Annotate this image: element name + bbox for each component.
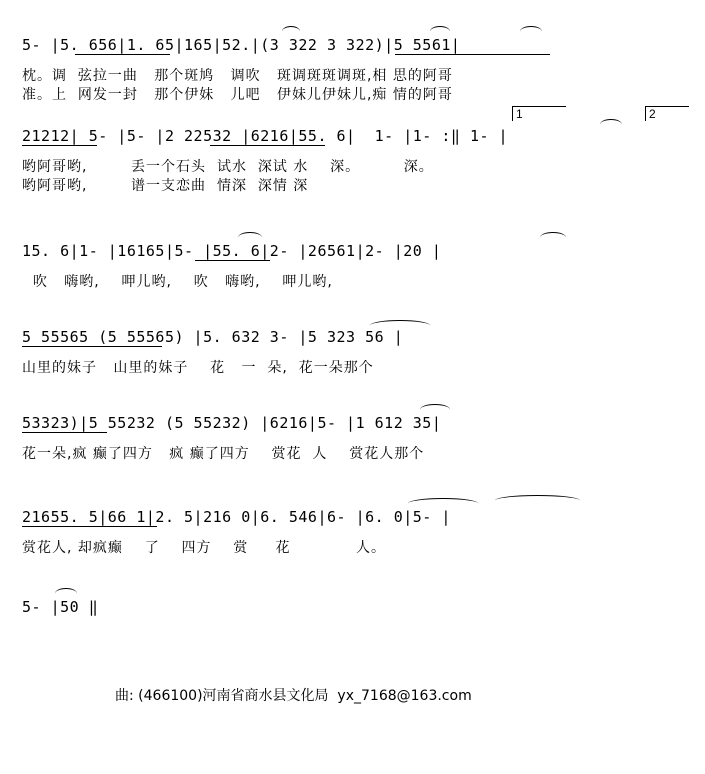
slur-mark [420,404,450,415]
slur-mark [495,495,580,506]
lyric-row-5: 花一朵,疯 癫了四方 疯 癫了四方 赏花 人 赏花人那个 [22,446,425,462]
notation-row-7: 5- |50 ‖ [22,598,99,616]
notation-row-1: 5- |5. 656|1. 65|165|52.|(3 322 3 322)|5 5561| [22,36,461,54]
notation-row-6: 21655. 5|66 1|2. 5|216 0|6. 546|6- |6. 0|5- | [22,508,451,526]
lyric-row-6: 赏花人, 却疯癫 了 四方 赏 花 人。 [22,540,386,556]
lyric-row-2-verse-2: 哟阿哥哟, 谱一支恋曲 情深 深情 深 [22,178,309,194]
notation-row-2: 21212| 5- |5- |2 22532 |6216|55. 6| 1- |1- :‖ 1- | [22,127,509,145]
notation-row-3: 15. 6|1- |16165|5- |55. 6|2- |26561|2- |20 | [22,242,442,260]
notation-row-4: 5 55565 (5 55565) |5. 632 3- |5 323 56 | [22,328,404,346]
beam-underline [22,432,107,433]
volta-bracket-2: 2 [645,106,689,121]
lyric-row-1-verse-1: 枕。调 弦拉一曲 那个斑鸠 调吹 斑调斑斑调斑,相 思的阿哥 [22,68,453,84]
footer-credit: 曲: (466100)河南省商水县文化局 yx_7168@163.com [115,688,472,704]
slur-mark [238,232,262,243]
beam-underline [395,54,550,55]
slur-mark [600,119,622,130]
beam-underline [22,526,157,527]
notation-row-5: 53323)|5 55232 (5 55232) |6216|5- |1 612 35| [22,414,442,432]
slur-mark [370,320,430,331]
slur-mark [408,498,478,509]
lyric-row-1-verse-2: 准。上 网发一封 那个伊妹 儿吧 伊妹儿伊妹儿,痴 情的阿哥 [22,87,453,103]
slur-mark [520,26,542,37]
beam-underline [195,260,270,261]
lyric-row-4: 山里的妹子 山里的妹子 花 一 朵, 花一朵那个 [22,360,374,376]
slur-mark [540,232,566,243]
lyric-row-2-verse-1: 哟阿哥哟, 丢一个石头 试水 深试 水 深。 深。 [22,159,434,175]
beam-underline [75,54,170,55]
slur-mark [430,26,450,37]
slur-mark [55,588,77,599]
lyric-row-3: 吹 嗨哟, 呷儿哟, 吹 嗨哟, 呷儿哟, [22,274,333,290]
beam-underline [210,145,325,146]
beam-underline [22,346,162,347]
beam-underline [22,145,97,146]
slur-mark [282,26,300,37]
volta-bracket-1: 1 [512,106,566,121]
